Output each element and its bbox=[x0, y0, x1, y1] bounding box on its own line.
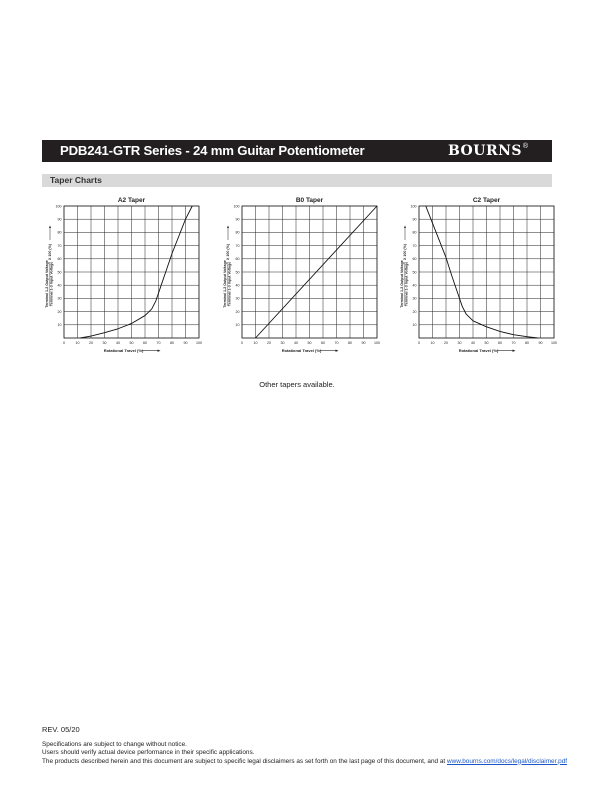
x-tick-label: 20 bbox=[267, 341, 271, 345]
y-axis-label bbox=[45, 226, 54, 308]
x-tick-label: 20 bbox=[444, 341, 448, 345]
x-tick-label: 50 bbox=[129, 341, 134, 345]
x-tick-label: 10 bbox=[430, 341, 435, 345]
y-label-numerator: Terminal 1-2 Output Voltage bbox=[400, 260, 404, 308]
x-tick-label: 70 bbox=[156, 341, 161, 345]
y-tick-label: 60 bbox=[57, 257, 62, 262]
x-axis-label: Rotational Travel (%) bbox=[281, 348, 322, 353]
x-tick-label: 0 bbox=[241, 341, 243, 345]
y-tick-label: 10 bbox=[235, 323, 240, 328]
y-label-suffix: X 100 (%) bbox=[403, 244, 407, 260]
y-tick-label: 100 bbox=[410, 204, 417, 209]
y-tick-label: 30 bbox=[235, 296, 240, 301]
y-tick-label: 70 bbox=[235, 243, 240, 248]
x-tick-label: 10 bbox=[75, 341, 80, 345]
x-tick-label: 90 bbox=[361, 341, 366, 345]
a2-taper-chart bbox=[42, 193, 222, 368]
section-bar bbox=[42, 174, 552, 187]
x-axis-arrowhead bbox=[513, 350, 516, 352]
x-tick-label: 40 bbox=[294, 341, 298, 345]
revision-label: REV. 05/20 bbox=[42, 725, 80, 734]
y-tick-label: 100 bbox=[233, 204, 240, 209]
footer-line-3-text: The products described herein and this document are subject to specific legal disclaimers as set forth on the last page of this document, and at bbox=[42, 757, 447, 765]
y-tick-label: 90 bbox=[412, 217, 417, 222]
y-tick-label: 70 bbox=[57, 243, 62, 248]
chart-title: C2 Taper bbox=[472, 197, 501, 204]
y-axis-arrowhead bbox=[49, 226, 51, 229]
y-axis-arrowhead bbox=[227, 226, 229, 229]
y-tick-label: 70 bbox=[412, 243, 417, 248]
y-tick-label: 20 bbox=[57, 309, 62, 314]
other-tapers-note: Other tapers available. bbox=[259, 380, 335, 389]
y-tick-label: 40 bbox=[57, 283, 62, 288]
x-tick-label: 20 bbox=[89, 341, 93, 345]
x-tick-label: 50 bbox=[484, 341, 489, 345]
y-tick-label: 90 bbox=[235, 217, 240, 222]
footer-line-3 bbox=[42, 758, 567, 766]
y-tick-label: 40 bbox=[412, 283, 417, 288]
x-tick-label: 80 bbox=[170, 341, 174, 345]
x-tick-label: 30 bbox=[457, 341, 462, 345]
chart-title: B0 Taper bbox=[295, 197, 324, 204]
y-axis-label bbox=[223, 226, 232, 308]
y-axis-label bbox=[400, 226, 409, 308]
x-tick-label: 40 bbox=[116, 341, 120, 345]
registered-mark: ® bbox=[522, 143, 528, 150]
x-tick-label: 0 bbox=[63, 341, 65, 345]
x-axis-arrowhead bbox=[158, 350, 161, 352]
y-tick-label: 40 bbox=[235, 283, 240, 288]
x-tick-label: 30 bbox=[102, 341, 107, 345]
x-axis-label: Rotational Travel (%) bbox=[458, 348, 499, 353]
y-tick-label: 30 bbox=[412, 296, 417, 301]
y-tick-label: 90 bbox=[57, 217, 62, 222]
x-tick-label: 70 bbox=[511, 341, 516, 345]
x-tick-label: 80 bbox=[525, 341, 529, 345]
x-tick-label: 90 bbox=[183, 341, 188, 345]
x-tick-label: 60 bbox=[321, 341, 325, 345]
y-tick-label: 30 bbox=[57, 296, 62, 301]
page-title: PDB241-GTR Series - 24 mm Guitar Potentiometer bbox=[60, 143, 365, 158]
y-label-denominator: Terminal 1-3 Input Voltage bbox=[227, 261, 232, 307]
y-tick-label: 50 bbox=[412, 270, 417, 275]
disclaimer-link[interactable]: www.bourns.com/docs/legal/disclaimer.pdf bbox=[446, 757, 568, 765]
x-tick-label: 0 bbox=[418, 341, 420, 345]
y-tick-label: 20 bbox=[235, 309, 240, 314]
b0-taper-chart bbox=[220, 193, 400, 368]
x-tick-label: 30 bbox=[280, 341, 285, 345]
x-tick-label: 70 bbox=[334, 341, 339, 345]
chart-title: A2 Taper bbox=[117, 197, 146, 204]
footer-disclaimer bbox=[42, 741, 567, 766]
y-label-numerator: Terminal 1-2 Output Voltage bbox=[45, 260, 49, 308]
x-tick-label: 60 bbox=[498, 341, 502, 345]
x-tick-label: 100 bbox=[374, 341, 380, 345]
header-bar bbox=[42, 140, 552, 162]
y-tick-label: 20 bbox=[412, 309, 417, 314]
y-tick-label: 50 bbox=[235, 270, 240, 275]
x-axis-arrowhead bbox=[336, 350, 339, 352]
y-label-suffix: X 100 (%) bbox=[48, 244, 52, 260]
y-tick-label: 60 bbox=[235, 257, 240, 262]
y-tick-label: 50 bbox=[57, 270, 62, 275]
footer-line-2: Users should verify actual device performance in their specific applications. bbox=[42, 749, 255, 757]
y-tick-label: 10 bbox=[412, 323, 417, 328]
y-label-suffix: X 100 (%) bbox=[226, 244, 230, 260]
y-tick-label: 80 bbox=[57, 230, 62, 235]
y-axis-arrowhead bbox=[404, 226, 406, 229]
bourns-logo: BOURNS bbox=[447, 143, 522, 159]
x-tick-label: 50 bbox=[307, 341, 312, 345]
y-tick-label: 60 bbox=[412, 257, 417, 262]
x-tick-label: 100 bbox=[551, 341, 557, 345]
y-tick-label: 80 bbox=[235, 230, 240, 235]
x-tick-label: 40 bbox=[471, 341, 475, 345]
y-tick-label: 100 bbox=[55, 204, 62, 209]
section-title: Taper Charts bbox=[50, 175, 102, 185]
y-label-denominator: Terminal 1-3 Input Voltage bbox=[404, 261, 409, 307]
x-tick-label: 10 bbox=[253, 341, 258, 345]
y-tick-label: 80 bbox=[412, 230, 417, 235]
x-tick-label: 100 bbox=[196, 341, 202, 345]
x-tick-label: 90 bbox=[538, 341, 543, 345]
y-tick-label: 10 bbox=[57, 323, 62, 328]
x-tick-label: 60 bbox=[143, 341, 147, 345]
c2-taper-chart bbox=[397, 193, 577, 368]
x-tick-label: 80 bbox=[348, 341, 352, 345]
footer-line-1: Specifications are subject to change without notice. bbox=[42, 741, 187, 748]
y-label-numerator: Terminal 1-2 Output Voltage bbox=[223, 260, 227, 308]
x-axis-label: Rotational Travel (%) bbox=[103, 348, 144, 353]
y-label-denominator: Terminal 1-3 Input Voltage bbox=[49, 261, 54, 307]
